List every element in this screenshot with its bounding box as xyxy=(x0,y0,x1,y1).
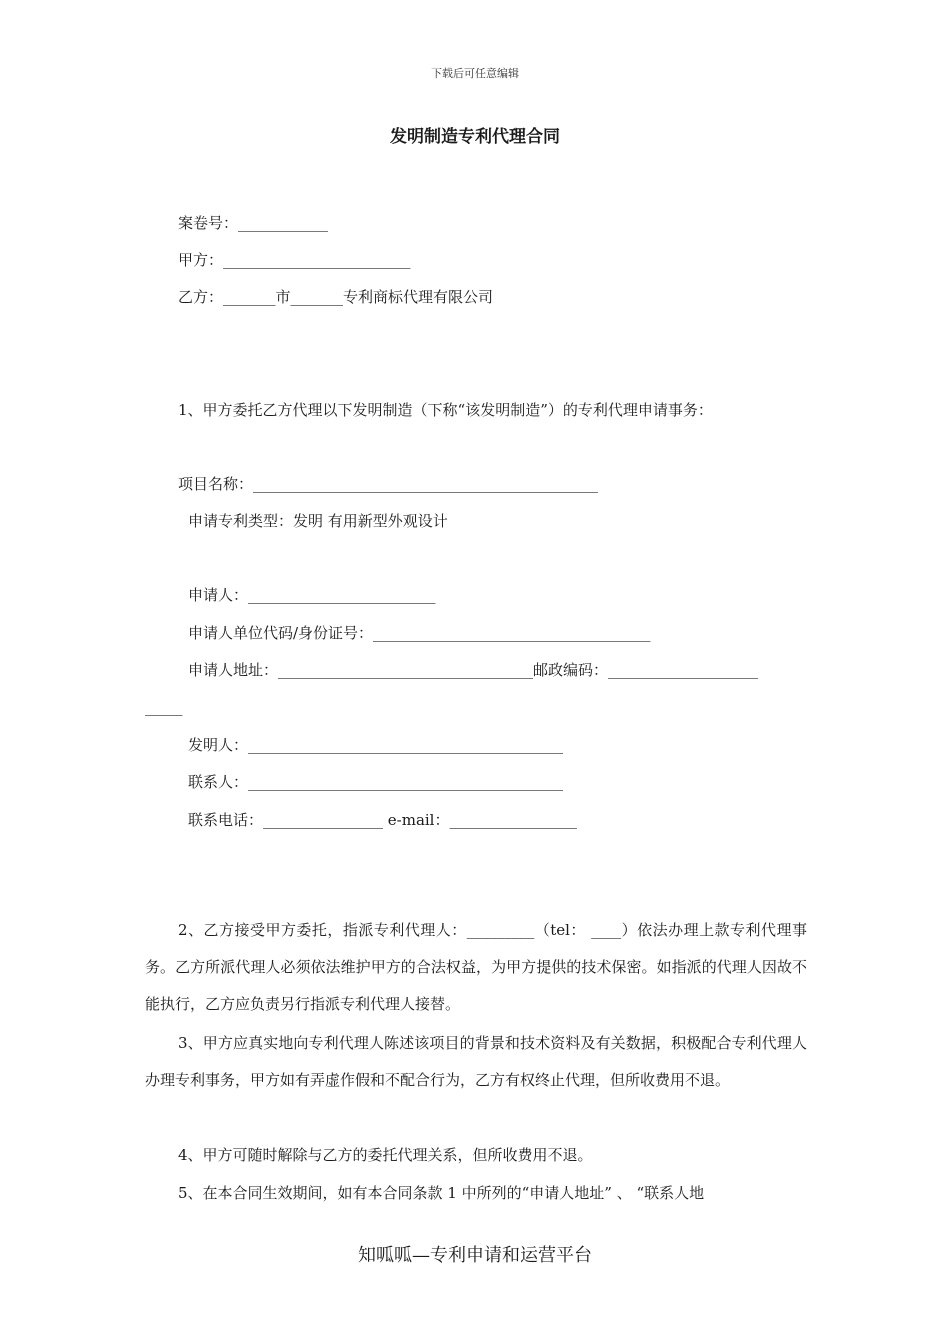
clause-1: 1、甲方委托乙方代理以下发明制造（下称“该发明制造”）的专利代理申请事务： xyxy=(178,401,713,419)
clause-4 xyxy=(145,1137,807,1174)
document-title: 发明制造专利代理合同 xyxy=(390,127,560,147)
clause-2-text: 2、乙方接受甲方委托，指派专利代理人：_________（tel： ____）依法办理上款专利代理事务。乙方所派代理人必须依法维护甲方的合法权益，为甲方提供的技术保密。如指派的代理人因故不能执行，乙方应负责另行指派专利代理人接替。 xyxy=(145,921,807,1013)
postcode-continuation: _____ xyxy=(145,698,183,716)
party-a-field: 甲方：_________________________ xyxy=(178,251,411,269)
clause-3-text: 3、甲方应真实地向专利代理人陈述该项目的背景和技术资料及有关数据，积极配合专利代理人办理专利事务，甲方如有弄虚作假和不配合行为，乙方有权终止代理，但所收费用不退。 xyxy=(145,1034,807,1089)
footer-platform: 知呱呱—专利申请和运营平台 xyxy=(358,1245,592,1266)
case-number-field: 案卷号：____________ xyxy=(178,214,329,232)
clause-2 xyxy=(145,912,807,1023)
inventor-field: 发明人：__________________________________________ xyxy=(188,736,564,754)
party-b-field: 乙方：_______市_______专利商标代理有限公司 xyxy=(178,288,494,306)
applicant-address-field: 申请人地址：__________________________________邮政编码：____________________ xyxy=(188,661,759,679)
clause-5 xyxy=(145,1175,807,1212)
contact-person-field: 联系人：__________________________________________ xyxy=(188,773,564,791)
patent-type-field: 申请专利类型：发明 有用新型外观设计 xyxy=(188,512,448,530)
clause-4-text: 4、甲方可随时解除与乙方的委托代理关系，但所收费用不退。 xyxy=(178,1146,593,1164)
project-name-field: 项目名称：______________________________________________ xyxy=(178,475,599,493)
header-note: 下载后可任意编辑 xyxy=(431,67,519,80)
clause-3 xyxy=(145,1025,807,1099)
applicant-id-field: 申请人单位代码/身份证号：_____________________________________ xyxy=(188,624,651,642)
contact-phone-email-field: 联系电话：________________ e-mail：_________________ xyxy=(188,811,577,829)
applicant-field: 申请人：_________________________ xyxy=(188,586,436,604)
clause-5-text: 5、在本合同生效期间，如有本合同条款 1 中所列的“申请人地址” 、 “联系人地 xyxy=(178,1184,705,1202)
